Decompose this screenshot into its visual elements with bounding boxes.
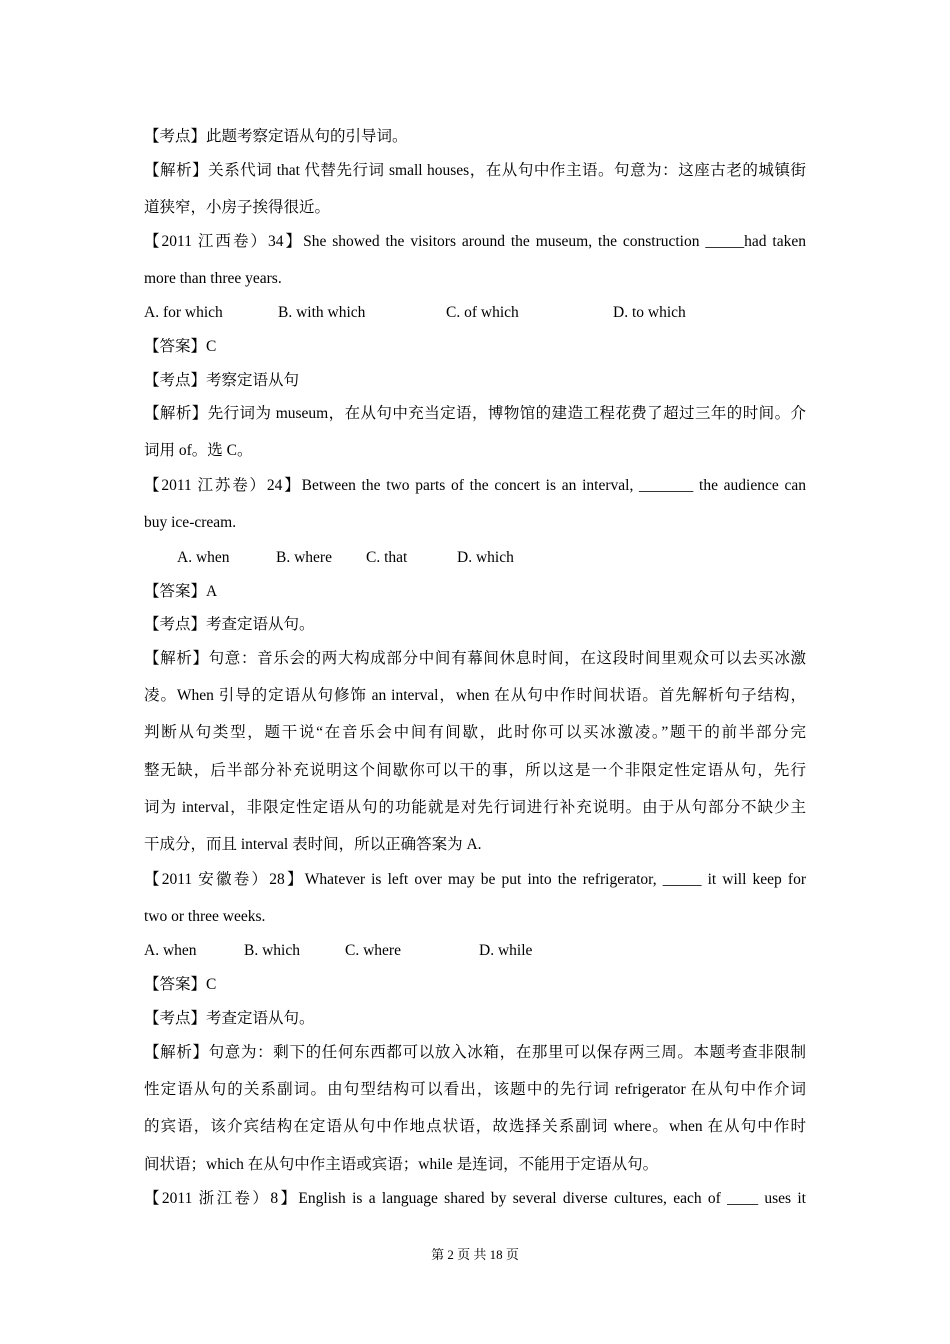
jiexi-0-line-2: 道狭窄，小房子挨得很近。 bbox=[144, 199, 331, 216]
kaodian-0: 【考点】此题考察定语从句的引导词。 bbox=[144, 128, 408, 145]
question-3-jiexi-line-4: 间状语；which 在从句中作主语或宾语；while 是连词，不能用于定语从句。 bbox=[144, 1156, 659, 1173]
question-2-option-c: C. that bbox=[366, 549, 408, 566]
page-footer: 第 2 页 共 18 页 bbox=[431, 1247, 519, 1262]
question-3-option-c: C. where bbox=[345, 942, 401, 959]
question-1-option-b: B. with which bbox=[278, 304, 366, 321]
question-2-stem-line-2: buy ice-cream. bbox=[144, 514, 237, 531]
question-3-kaodian: 【考点】考查定语从句。 bbox=[144, 1010, 315, 1027]
question-2-jiexi-line-5: 词为 interval，非限定性定语从句的功能就是对先行词进行补充说明。由于从句部分不缺少主 bbox=[144, 799, 806, 816]
question-1-option-a: A. for which bbox=[144, 304, 223, 321]
question-1-stem-line-1: 【2011 江西卷）34】She showed the visitors around the museum, the construction _____had taken bbox=[144, 233, 806, 250]
question-3-stem-line-2: two or three weeks. bbox=[144, 908, 266, 925]
question-1-jiexi-line-1: 【解析】先行词为 museum，在从句中充当定语，博物馆的建造工程花费了超过三年的时间。介 bbox=[144, 405, 806, 422]
question-2-jiexi-line-3: 判断从句类型，题干说“在音乐会中间有间歇，此时你可以买冰激凌。”题干的前半部分完 bbox=[144, 724, 806, 741]
question-3-jiexi-line-3: 的宾语，该介宾结构在定语从句中作地点状语，故选择关系副词 where。when 在从句中作时 bbox=[144, 1118, 806, 1135]
question-2-jiexi-line-6: 干成分，而且 interval 表时间，所以正确答案为 A. bbox=[144, 836, 482, 853]
question-1-option-d: D. to which bbox=[613, 304, 686, 321]
question-3-jiexi-line-2: 性定语从句的关系副词。由句型结构可以看出，该题中的先行词 refrigerator 在从句中作介词 bbox=[144, 1081, 806, 1098]
question-2-option-a: A. when bbox=[177, 549, 230, 566]
question-2-answer: 【答案】A bbox=[144, 583, 218, 600]
question-2-jiexi-line-2: 凌。When 引导的定语从句修饰 an interval，when 在从句中作时间状语。首先解析句子结构， bbox=[144, 687, 806, 704]
question-2-option-b: B. where bbox=[276, 549, 332, 566]
question-2-jiexi-line-1: 【解析】句意：音乐会的两大构成部分中间有幕间休息时间，在这段时间里观众可以去买冰激 bbox=[144, 650, 806, 667]
question-2-stem-line-1: 【2011 江苏卷）24】Between the two parts of the concert is an interval, _______ the audience can bbox=[144, 477, 806, 494]
jiexi-0-line-1: 【解析】关系代词 that 代替先行词 small houses，在从句中作主语。句意为：这座古老的城镇街 bbox=[144, 162, 806, 179]
question-3-option-d: D. while bbox=[479, 942, 533, 959]
question-2-jiexi-line-4: 整无缺，后半部分补充说明这个间歇你可以干的事，所以这是一个非限定性定语从句，先行 bbox=[144, 762, 806, 779]
question-2-kaodian: 【考点】考查定语从句。 bbox=[144, 616, 315, 633]
question-3-answer: 【答案】C bbox=[144, 976, 217, 993]
question-1-stem-line-2: more than three years. bbox=[144, 270, 282, 287]
question-3-option-a: A. when bbox=[144, 942, 197, 959]
question-3-option-b: B. which bbox=[244, 942, 300, 959]
question-2-option-d: D. which bbox=[457, 549, 514, 566]
question-1-jiexi-line-2: 词用 of。选 C。 bbox=[144, 442, 253, 459]
question-3-jiexi-line-1: 【解析】句意为：剩下的任何东西都可以放入冰箱，在那里可以保存两三周。本题考查非限制 bbox=[144, 1044, 806, 1061]
question-3-stem-line-1: 【2011 安徽卷）28】Whatever is left over may be put into the refrigerator, _____ it will keep for bbox=[144, 871, 806, 888]
question-1-option-c: C. of which bbox=[446, 304, 519, 321]
question-1-answer: 【答案】C bbox=[144, 338, 217, 355]
question-4-stem-line-1: 【2011 浙江卷）8】English is a language shared by several diverse cultures, each of ____ uses it bbox=[144, 1190, 806, 1207]
question-1-kaodian: 【考点】考察定语从句 bbox=[144, 372, 300, 389]
